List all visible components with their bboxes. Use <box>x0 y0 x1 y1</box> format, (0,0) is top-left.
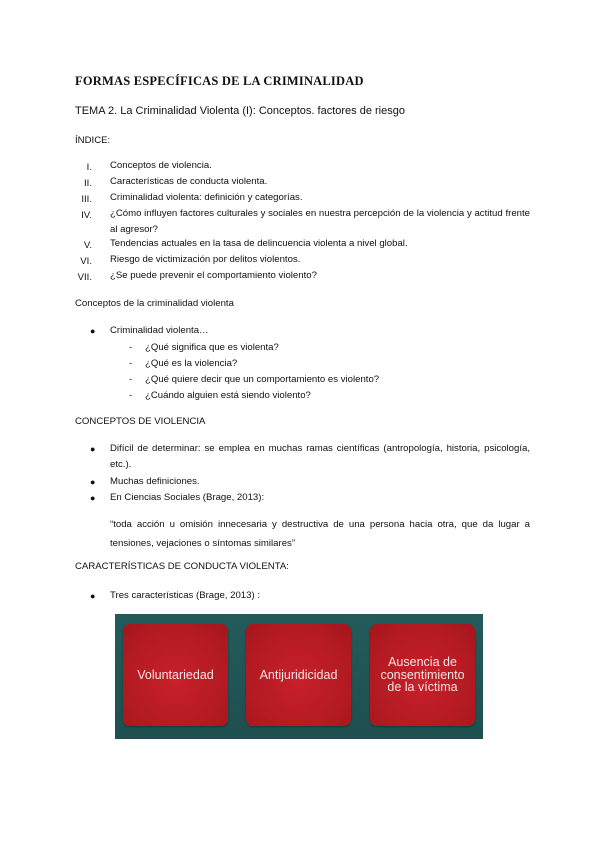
bullet-icon: ● <box>90 493 96 503</box>
index-item: Características de conducta violenta. <box>110 176 268 187</box>
dash-icon: - <box>129 358 133 369</box>
index-heading: ÍNDICE: <box>75 135 111 146</box>
definition-quote: “toda acción u omisión innecesaria y destructiva de una persona hacia otra, que da lugar a tensiones, vejaciones o síntomas similares” <box>110 519 530 549</box>
dash-icon: - <box>129 342 133 353</box>
violence-heading: CONCEPTOS DE VIOLENCIA <box>75 416 206 427</box>
characteristics-graphic <box>115 614 483 739</box>
question-item: ¿Cuándo alguien está siendo violento? <box>145 390 311 401</box>
dash-icon: - <box>129 390 133 401</box>
index-number: VI. <box>80 256 92 267</box>
bullet-icon: ● <box>90 477 96 487</box>
bullet-icon: ● <box>90 591 96 601</box>
index-item: ¿Cómo influyen factores culturales y sociales en nuestra percepción de la violencia y actitud frente al agresor? <box>110 208 530 235</box>
index-number: III. <box>81 194 92 205</box>
bullet-text: Tres características (Brage, 2013) : <box>110 590 261 601</box>
bullet-text: Muchas definiciones. <box>110 476 200 487</box>
concepts-heading: Conceptos de la criminalidad violenta <box>75 298 234 309</box>
characteristics-heading: CARACTERÍSTICAS DE CONDUCTA VIOLENTA: <box>75 561 289 572</box>
index-item: Tendencias actuales en la tasa de delincuencia violenta a nivel global. <box>110 238 408 249</box>
bullet-icon: ● <box>90 444 96 454</box>
topic-subtitle: TEMA 2. La Criminalidad Violenta (I): Conceptos. factores de riesgo <box>75 105 405 117</box>
index-number: VII. <box>77 272 92 283</box>
index-item: Riesgo de victimización por delitos violentos. <box>110 254 301 265</box>
bullet-text: Difícil de determinar: se emplea en muchas ramas científicas (antropología, historia, psicología, etc.). <box>110 443 530 470</box>
index-number: IV. <box>81 210 92 221</box>
document-title: FORMAS ESPECÍFICAS DE LA CRIMINALIDAD <box>75 74 364 88</box>
dash-icon: - <box>129 374 133 385</box>
box-voluntariedad <box>123 624 228 726</box>
index-number: I. <box>86 162 92 173</box>
box-antijuridicidad <box>246 624 351 726</box>
bullet-text: En Ciencias Sociales (Brage, 2013): <box>110 492 265 503</box>
bullet-icon: ● <box>90 326 96 336</box>
box-label: Antijuridicidad <box>259 667 338 682</box>
box-label: Voluntariedad <box>137 667 214 682</box>
box-label: Ausencia de consentimiento de la víctima <box>380 655 465 695</box>
index-item: ¿Se puede prevenir el comportamiento violento? <box>110 270 317 281</box>
question-item: ¿Qué quiere decir que un comportamiento es violento? <box>145 374 380 385</box>
index-item: Conceptos de violencia. <box>110 160 212 171</box>
index-number: II. <box>84 178 92 189</box>
bullet-text: Criminalidad violenta… <box>110 325 209 336</box>
box-ausencia-consentimiento <box>370 624 475 726</box>
index-number: V. <box>83 240 92 251</box>
question-item: ¿Qué significa que es violenta? <box>145 342 279 353</box>
question-item: ¿Qué es la violencia? <box>145 358 238 369</box>
index-item: Criminalidad violenta: definición y categorías. <box>110 192 303 203</box>
